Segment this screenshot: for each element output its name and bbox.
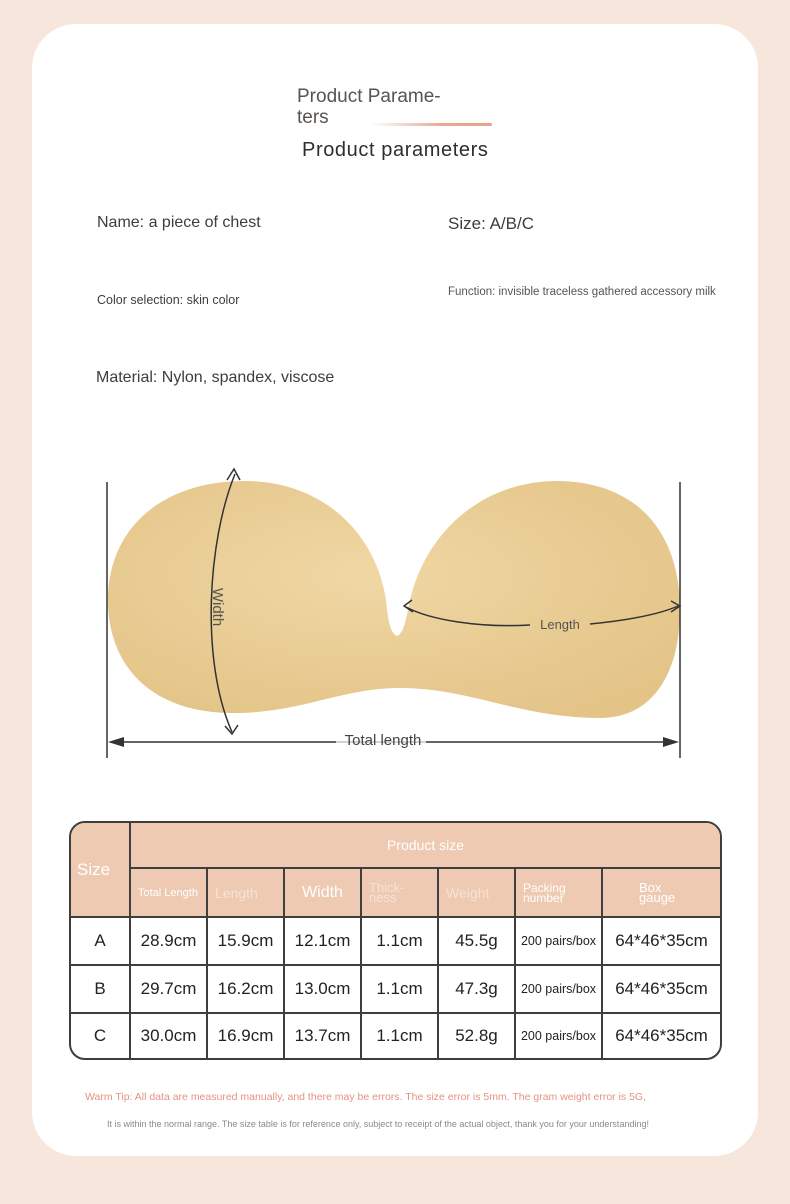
table-row-a-length: 15.9cm xyxy=(217,931,274,950)
table-row-c-width: 13.7cm xyxy=(294,1026,351,1045)
grid-line xyxy=(129,867,720,869)
col-box-gauge: Box gauge xyxy=(603,869,720,916)
col-width: Width xyxy=(285,869,360,916)
grid-line xyxy=(514,867,516,1058)
grid-line xyxy=(129,823,131,1058)
table-row-c-size: C xyxy=(93,1026,107,1045)
product-diagram xyxy=(0,460,790,770)
width-label: Width xyxy=(209,587,226,627)
table-row-a-size: A xyxy=(94,931,106,950)
col-length: Length xyxy=(208,869,283,916)
grid-line xyxy=(360,867,362,1058)
total-length-arrowhead-right xyxy=(663,737,679,747)
table-row-c-total-length: 30.0cm xyxy=(140,1026,197,1045)
product-size-header: Product size xyxy=(131,823,720,867)
table-row-b-thickness: 1.1cm xyxy=(376,979,423,998)
page-subtitle: Product parameters xyxy=(302,139,489,161)
table-row-a-total-length: 28.9cm xyxy=(140,931,197,950)
table-row-b-length: 16.2cm xyxy=(217,979,274,998)
col-thickness: Thick- ness xyxy=(362,869,437,916)
table-row-b-box-gauge: 64*46*35cm xyxy=(615,979,708,998)
grid-line xyxy=(601,867,603,1058)
param-color: Color selection: skin color xyxy=(97,293,240,307)
col-weight: Weight xyxy=(439,869,514,916)
table-row-c-box-gauge: 64*46*35cm xyxy=(615,1026,708,1045)
table-row-a-weight: 45.5g xyxy=(455,931,498,950)
table-row-a-packing: 200 pairs/box xyxy=(520,934,597,948)
title-underline xyxy=(370,123,492,126)
table-row-c-thickness: 1.1cm xyxy=(376,1026,423,1045)
param-material: Material: Nylon, spandex, viscose xyxy=(96,369,335,386)
table-row-c-weight: 52.8g xyxy=(455,1026,498,1045)
grid-line xyxy=(71,1012,720,1014)
grid-line xyxy=(437,867,439,1058)
size-table xyxy=(69,821,722,1060)
product-image xyxy=(108,481,680,718)
param-size: Size: A/B/C xyxy=(448,214,534,233)
total-length-label: Total length xyxy=(344,732,422,749)
table-row-b-weight: 47.3g xyxy=(455,979,498,998)
reference-note: It is within the normal range. The size table is for reference only, subject to receipt of the actual object, thank you for your understanding! xyxy=(107,1119,649,1129)
table-row-b-total-length: 29.7cm xyxy=(140,979,197,998)
table-row-a-width: 12.1cm xyxy=(294,931,351,950)
grid-line xyxy=(283,867,285,1058)
table-row-b-packing: 200 pairs/box xyxy=(520,982,597,996)
table-row-a-box-gauge: 64*46*35cm xyxy=(615,931,708,950)
param-function: Function: invisible traceless gathered accessory milk xyxy=(448,286,716,298)
table-row-b-size: B xyxy=(94,979,106,998)
page-title: Product Parame- ters xyxy=(297,86,441,128)
grid-line xyxy=(206,867,208,1058)
grid-line xyxy=(71,964,720,966)
table-row-a-thickness: 1.1cm xyxy=(376,931,423,950)
length-label: Length xyxy=(540,617,580,632)
table-row-c-packing: 200 pairs/box xyxy=(520,1029,597,1043)
grid-line xyxy=(71,916,720,918)
col-packing-number: Packing number xyxy=(516,869,601,916)
col-total-length: Total Length xyxy=(131,869,206,916)
param-name: Name: a piece of chest xyxy=(97,214,261,231)
total-length-arrowhead-left xyxy=(108,737,124,747)
size-header: Size xyxy=(71,823,129,916)
warm-tip: Warm Tip: All data are measured manually, and there may be errors. The size error is 5mm. The gram weight error is 5G, xyxy=(85,1091,646,1103)
table-row-b-width: 13.0cm xyxy=(294,979,351,998)
table-row-c-length: 16.9cm xyxy=(217,1026,274,1045)
